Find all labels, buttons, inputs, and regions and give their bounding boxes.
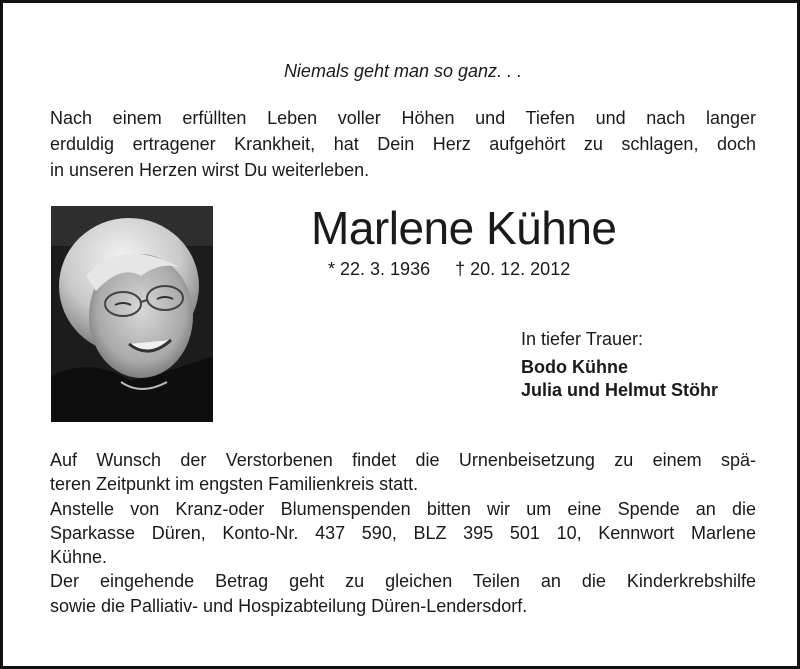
mourning-label: In tiefer Trauer: [521,329,644,349]
details-line: Anstelle von Kranz-oder Blumenspenden bitten wir um eine Spende an die [50,498,756,519]
intro-line: erduldig ertragener Krankheit, hat Dein Herz aufgehört zu schlagen, doch [50,134,756,154]
intro-line: in unseren Herzen wirst Du weiterleben. [50,160,370,180]
details-line: Der eingehende Betrag geht zu gleichen Teilen an die Kinderkrebshilfe [50,571,756,592]
funeral-details [50,448,756,618]
mourner-name: Julia und Helmut Stöhr [521,380,719,400]
life-dates [328,259,570,280]
motto: Niemals geht man so ganz. . . [283,61,523,81]
details-line: Auf Wunsch der Verstorbenen findet die Urnenbeisetzung zu einem spä- [50,450,756,470]
death-date: † 20. 12. 2012 [455,259,571,279]
deceased-name: Marlene Kühne [311,202,617,254]
details-line: Sparkasse Düren, Konto-Nr. 437 590, BLZ 395 501 10, Kennwort Marlene [50,522,756,543]
mourner-name: Bodo Kühne [521,357,628,377]
details-line: Kühne. [50,547,108,568]
intro-line: Nach einem erfüllten Leben voller Höhen und Tiefen und nach langer [50,108,756,128]
details-line: sowie die Palliativ- und Hospizabteilung Düren-Lendersdorf. [50,595,528,616]
intro-paragraph [50,105,756,183]
birth-date: * 22. 3. 1936 [328,259,431,279]
portrait-photo [51,206,213,422]
details-line: teren Zeitpunkt im engsten Familienkreis statt. [50,474,419,495]
